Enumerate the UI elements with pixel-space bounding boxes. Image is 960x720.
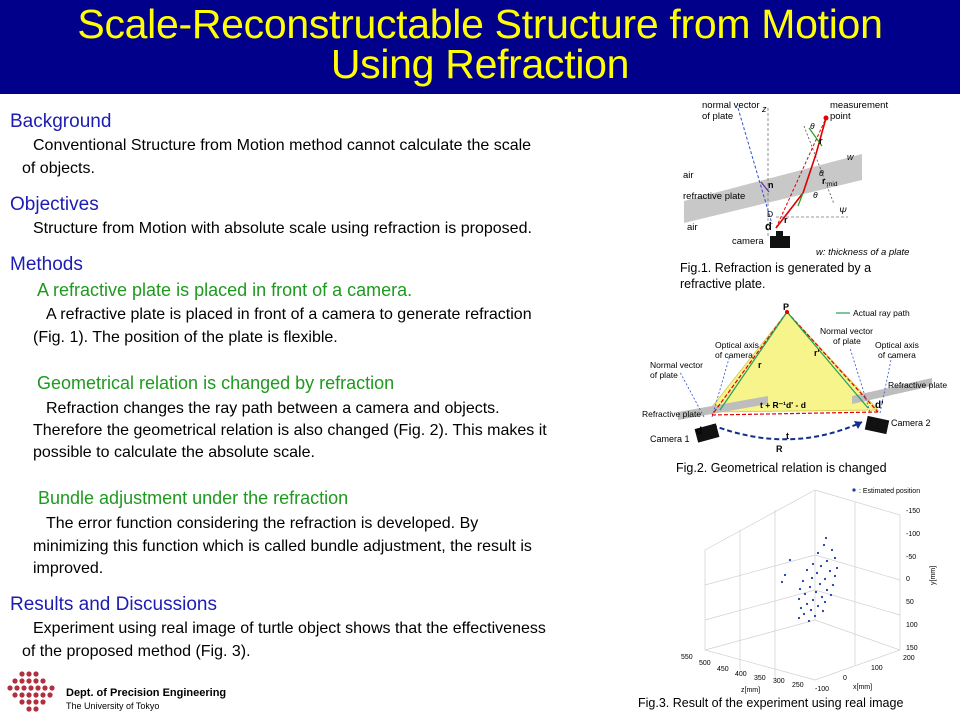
- fig2-caption: Fig.2. Geometrical relation is changed: [676, 461, 887, 475]
- method-3-text-3: improved.: [33, 560, 104, 577]
- fig2-normal-c2-2: of plate: [833, 336, 861, 346]
- ray-base: [712, 412, 878, 415]
- fig1-z-label: z: [762, 104, 767, 114]
- fig1-n-label: n: [768, 180, 774, 190]
- scatter-point: [784, 574, 786, 576]
- fig2-equation: t + R⁻¹d' - d: [760, 400, 806, 410]
- scatter-point: [821, 596, 823, 598]
- scatter-point: [815, 591, 817, 593]
- fig1-r-top: r: [819, 136, 823, 146]
- fig1-theta2: θ: [819, 168, 824, 178]
- fig3-y-tick: 100: [906, 622, 918, 629]
- fig2-optical-c2-1: Optical axis: [875, 340, 919, 350]
- scatter-point: [812, 599, 814, 601]
- scatter-point: [819, 583, 821, 585]
- fig3-y-tick: -100: [906, 531, 921, 538]
- fig3-y-label: y[mm]: [930, 565, 937, 585]
- fig1-psi-label: Ψ: [839, 206, 847, 216]
- title-line-1: Scale-Reconstructable Structure from Motion: [77, 1, 883, 47]
- background-text-2: of objects.: [22, 160, 95, 177]
- scatter-point: [817, 605, 819, 607]
- scatter-point: [808, 620, 810, 622]
- scatter-point: [832, 584, 834, 586]
- fig1-theta1-top: θ: [810, 121, 815, 131]
- scatter-point: [789, 559, 791, 561]
- fig3-y-tick: 50: [906, 599, 914, 606]
- scatter-point: [834, 575, 836, 577]
- scatter-point: [804, 593, 806, 595]
- scatter-point: [806, 569, 808, 571]
- fig3-points: [781, 537, 838, 622]
- fig3-z-tick: 250: [792, 682, 804, 689]
- fig3-x-tick: 200: [903, 655, 915, 662]
- method-3-text-2: minimizing this function which is called bundle adjustment, the result is: [33, 538, 532, 555]
- methods-heading: Methods: [10, 254, 83, 275]
- scatter-point: [811, 577, 813, 579]
- background-text-1: Conventional Structure from Motion method cannot calculate the scale: [33, 137, 532, 154]
- fig1-caption-1: Fig.1. Refraction is generated by a: [680, 261, 872, 275]
- fig1-r-mid-sub: mid: [827, 181, 838, 188]
- fig2-p-label: P: [783, 302, 790, 312]
- fig1-w-label: w: [847, 152, 854, 162]
- fig3-y-tick: -150: [906, 508, 921, 515]
- camera-2-icon: [865, 416, 889, 434]
- scatter-point: [802, 580, 804, 582]
- scatter-point: [831, 549, 833, 551]
- fig3-z-tick: 400: [735, 671, 747, 678]
- fig2-optical-c1-1: Optical axis: [715, 340, 759, 350]
- department-logo-icon: [4, 668, 62, 714]
- fig2-normal-c1-1: Normal vector: [650, 360, 703, 370]
- fig1-normal-vector-label-2: of plate: [702, 111, 734, 122]
- fig2-optical-c1-2: of camera: [715, 350, 753, 360]
- fig3-z-tick: 350: [754, 675, 766, 682]
- fig1-thickness-label: w: thickness of a plate: [816, 247, 910, 258]
- fig2-camera1-label: Camera 1: [650, 434, 690, 444]
- fig2-camera2-label: Camera 2: [891, 418, 931, 428]
- scatter-point: [800, 607, 802, 609]
- fig1-d-label: d: [765, 221, 772, 233]
- scatter-point: [822, 610, 824, 612]
- scatter-point: [781, 581, 783, 583]
- fig2-d-left: d: [696, 426, 703, 437]
- scatter-point: [820, 565, 822, 567]
- scatter-point: [836, 567, 838, 569]
- measurement-point-icon: [824, 116, 829, 121]
- fig3-y-tick: -50: [906, 554, 917, 561]
- scatter-point: [824, 578, 826, 580]
- fig1-air-top: air: [683, 170, 694, 181]
- fig3-legend: : Estimated position: [859, 488, 921, 495]
- scatter-point: [826, 589, 828, 591]
- fig3-legend-dot-icon: [852, 488, 855, 491]
- fig1-d-cap-label: D: [767, 209, 774, 219]
- fig3-caption: Fig.3. Result of the experiment using real image: [638, 696, 904, 710]
- results-text-2: of the proposed method (Fig. 3).: [22, 643, 251, 660]
- fig2-optical-c2-2: of camera: [878, 350, 916, 360]
- fig3-y-tick: 0: [906, 576, 910, 583]
- background-heading: Background: [10, 111, 112, 132]
- objectives-text: Structure from Motion with absolute scale using refraction is proposed.: [33, 220, 532, 237]
- fig1-normal-vector-label-1: normal vector: [702, 100, 760, 111]
- fig2-refr-right: Refractive plate: [888, 380, 948, 390]
- scatter-point: [798, 598, 800, 600]
- fig2-d-right: d': [875, 400, 884, 411]
- method-2-text-3: possible to calculate the absolute scale.: [33, 444, 315, 461]
- camera-lens-icon: [776, 231, 783, 237]
- scatter-point: [823, 544, 825, 546]
- fig3-z-tick: 500: [699, 660, 711, 667]
- scatter-point: [829, 570, 831, 572]
- method-3-heading: Bundle adjustment under the refraction: [38, 488, 349, 508]
- method-1-text-2: (Fig. 1). The position of the plate is flexible.: [33, 329, 338, 346]
- scatter-point: [810, 609, 812, 611]
- scatter-point: [824, 601, 826, 603]
- scatter-point: [812, 563, 814, 565]
- fig1-camera-label: camera: [732, 236, 764, 247]
- method-3-text-1: The error function considering the refraction is developed. By: [46, 515, 479, 532]
- fig2-normal-c2-1: Normal vector: [820, 326, 873, 336]
- method-2-heading: Geometrical relation is changed by refraction: [37, 373, 395, 393]
- fig1-theta1-bottom: θ: [813, 190, 818, 200]
- fig2-r-right: r': [814, 348, 820, 358]
- method-2-text-2: Therefore the geometrical relation is also changed (Fig. 2). This makes it: [33, 422, 547, 439]
- scatter-point: [806, 603, 808, 605]
- figure-1-refraction: [676, 96, 910, 262]
- scatter-point: [809, 586, 811, 588]
- fig2-r-cap-label: R: [776, 444, 783, 454]
- logo-university: The University of Tokyo: [66, 701, 160, 711]
- fig3-x-tick: 0: [843, 675, 847, 682]
- fig2-t-label: t: [786, 431, 789, 441]
- fig1-measurement-label-1: measurement: [830, 100, 889, 111]
- fig3-x-tick: -100: [815, 686, 830, 693]
- scatter-point: [834, 557, 836, 559]
- scatter-point: [798, 617, 800, 619]
- fig3-z-tick: 550: [681, 654, 693, 661]
- fig1-refractive-plate-label: refractive plate: [683, 191, 746, 202]
- fig3-y-tick: 150: [906, 645, 918, 652]
- scatter-point: [830, 594, 832, 596]
- fig3-z-tick: 450: [717, 666, 729, 673]
- fig3-grid: [705, 490, 900, 680]
- method-1-text-1: A refractive plate is placed in front of a camera to generate refraction: [46, 306, 532, 323]
- title-line-2: Using Refraction: [330, 41, 630, 87]
- fig2-refr-left: Refractive plate: [642, 409, 702, 419]
- method-2-text-1: Refraction changes the ray path between a camera and objects.: [46, 400, 500, 417]
- fig2-actual-ray-label: Actual ray path: [853, 308, 910, 318]
- fig2-normal-c1-2: of plate: [650, 370, 678, 380]
- objectives-heading: Objectives: [10, 194, 99, 215]
- scatter-point: [817, 552, 819, 554]
- fig3-x-label: x[mm]: [853, 684, 873, 691]
- method-1-heading: A refractive plate is placed in front of a camera.: [37, 280, 413, 300]
- fig1-r-bottom: r: [784, 215, 788, 225]
- page-title: [0, 1, 960, 87]
- fig1-r-mid: r: [822, 176, 826, 186]
- results-text-1: Experiment using real image of turtle object shows that the effectiveness: [33, 620, 546, 637]
- scatter-point: [826, 560, 828, 562]
- figure-3-scatter: [675, 480, 955, 694]
- fig1-measurement-label-2: point: [830, 111, 851, 122]
- fig3-z-tick: 300: [773, 678, 785, 685]
- scatter-point: [814, 615, 816, 617]
- scatter-point: [803, 613, 805, 615]
- fig3-z-label: z[mm]: [741, 687, 761, 694]
- fig1-caption-2: refractive plate.: [680, 277, 766, 291]
- scatter-point: [799, 588, 801, 590]
- results-heading: Results and Discussions: [10, 594, 217, 615]
- fig2-r-left: r: [758, 360, 762, 370]
- fig1-air-bottom: air: [687, 222, 698, 233]
- camera-body-icon: [770, 236, 790, 248]
- fig3-x-tick: 100: [871, 665, 883, 672]
- scatter-point: [825, 537, 827, 539]
- scatter-point: [816, 572, 818, 574]
- logo-department: Dept. of Precision Engineering: [66, 687, 227, 699]
- figure-2-geometry: [640, 300, 955, 460]
